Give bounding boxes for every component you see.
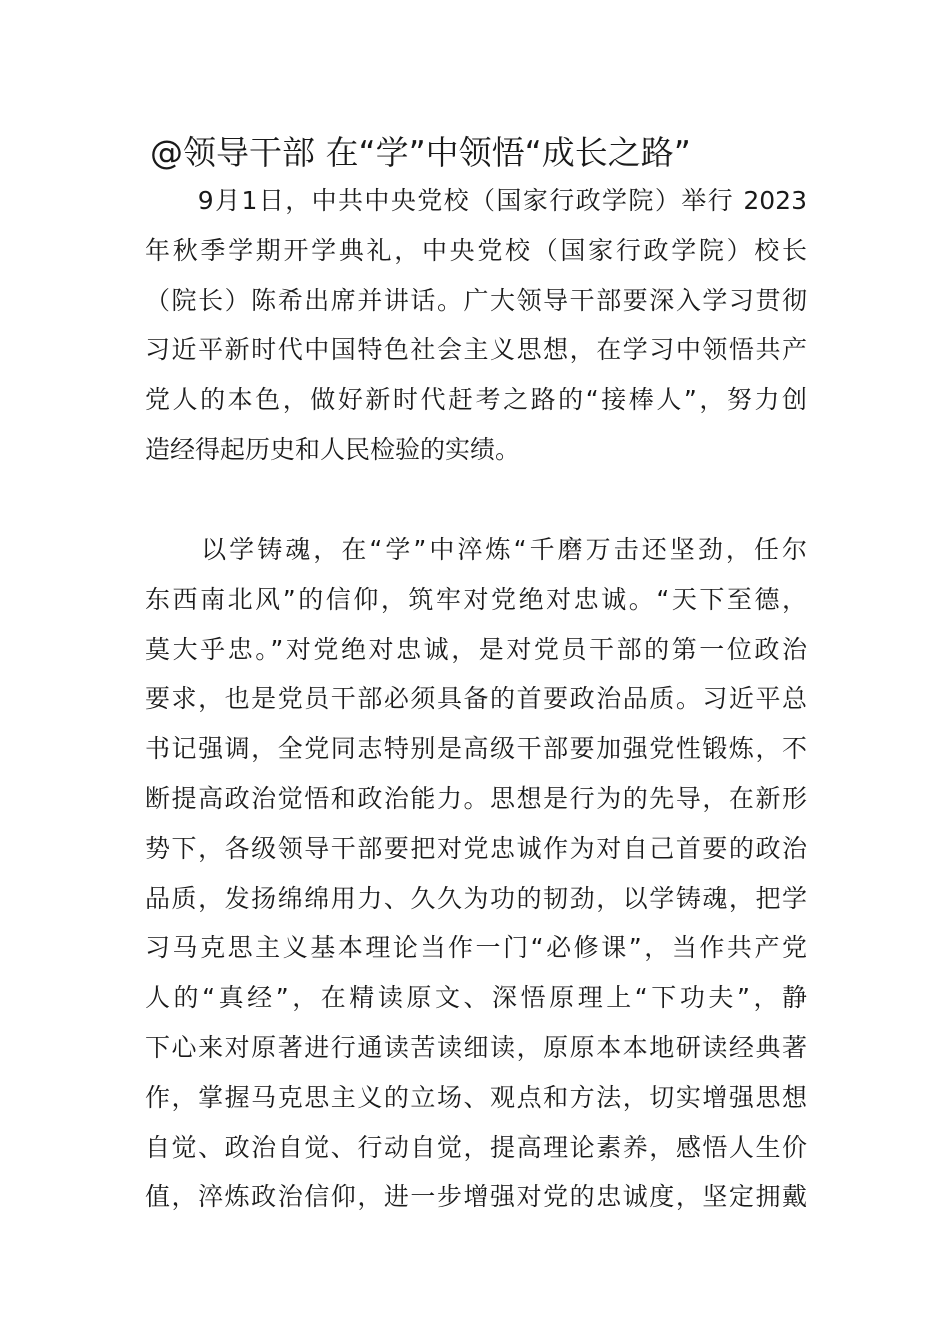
paragraph-line: 书记强调，全党同志特别是高级干部要加强党性锻炼，不 — [145, 734, 807, 764]
paragraph-line: 自觉、政治自觉、行动自觉，提高理论素养，感悟人生价 — [145, 1132, 807, 1162]
paragraph-line: 年秋季学期开学典礼，中央党校（国家行政学院）校长 — [145, 235, 807, 265]
paragraph-line: 习近平新时代中国特色社会主义思想，在学习中领悟共产 — [145, 335, 807, 365]
paragraph-2 — [145, 525, 807, 1222]
paragraph-line: 造经得起历史和人民检验的实绩。 — [145, 434, 521, 464]
paragraph-line: 值，淬炼政治信仰，进一步增强对党的忠诚度，坚定拥戴 — [145, 1182, 807, 1212]
paragraph-line: 人的“真经”，在精读原文、深悟原理上“下功夫”，静 — [145, 983, 807, 1013]
paragraph-line: 势下，各级领导干部要把对党忠诚作为对自己首要的政治 — [145, 833, 807, 863]
paragraph-line: 下心来对原著进行通读苦读细读，原原本本地研读经典著 — [145, 1032, 807, 1062]
paragraph-line: 作，掌握马克思主义的立场、观点和方法，切实增强思想 — [145, 1082, 807, 1112]
paragraph-line: 习马克思主义基本理论当作一门“必修课”，当作共产党 — [145, 933, 807, 963]
paragraph-line: 莫大乎忠。”对党绝对忠诚，是对党员干部的第一位政治 — [145, 634, 807, 664]
paragraph-line: 以学铸魂，在“学”中淬炼“千磨万击还坚劲，任尔 — [145, 535, 807, 564]
paragraph-line: 品质，发扬绵绵用力、久久为功的韧劲，以学铸魂，把学 — [145, 883, 807, 913]
paragraph-line: 东西南北风”的信仰，筑牢对党绝对忠诚。“天下至德， — [145, 584, 807, 614]
paragraph-line: 党人的本色，做好新时代赶考之路的“接棒人”，努力创 — [145, 385, 807, 415]
paragraph-line: 要求，也是党员干部必须具备的首要政治品质。习近平总 — [145, 684, 807, 714]
paragraph-line: 9月1日，中共中央党校（国家行政学院）举行 2023 — [145, 186, 807, 215]
paragraph-1 — [145, 176, 807, 475]
paragraph-line: （院长）陈希出席并讲话。广大领导干部要深入学习贯彻 — [145, 285, 807, 315]
paragraph-line: 断提高政治觉悟和政治能力。思想是行为的先导，在新形 — [145, 783, 807, 813]
document-title: @领导干部 在“学”中领悟“成长之路” — [150, 133, 691, 172]
